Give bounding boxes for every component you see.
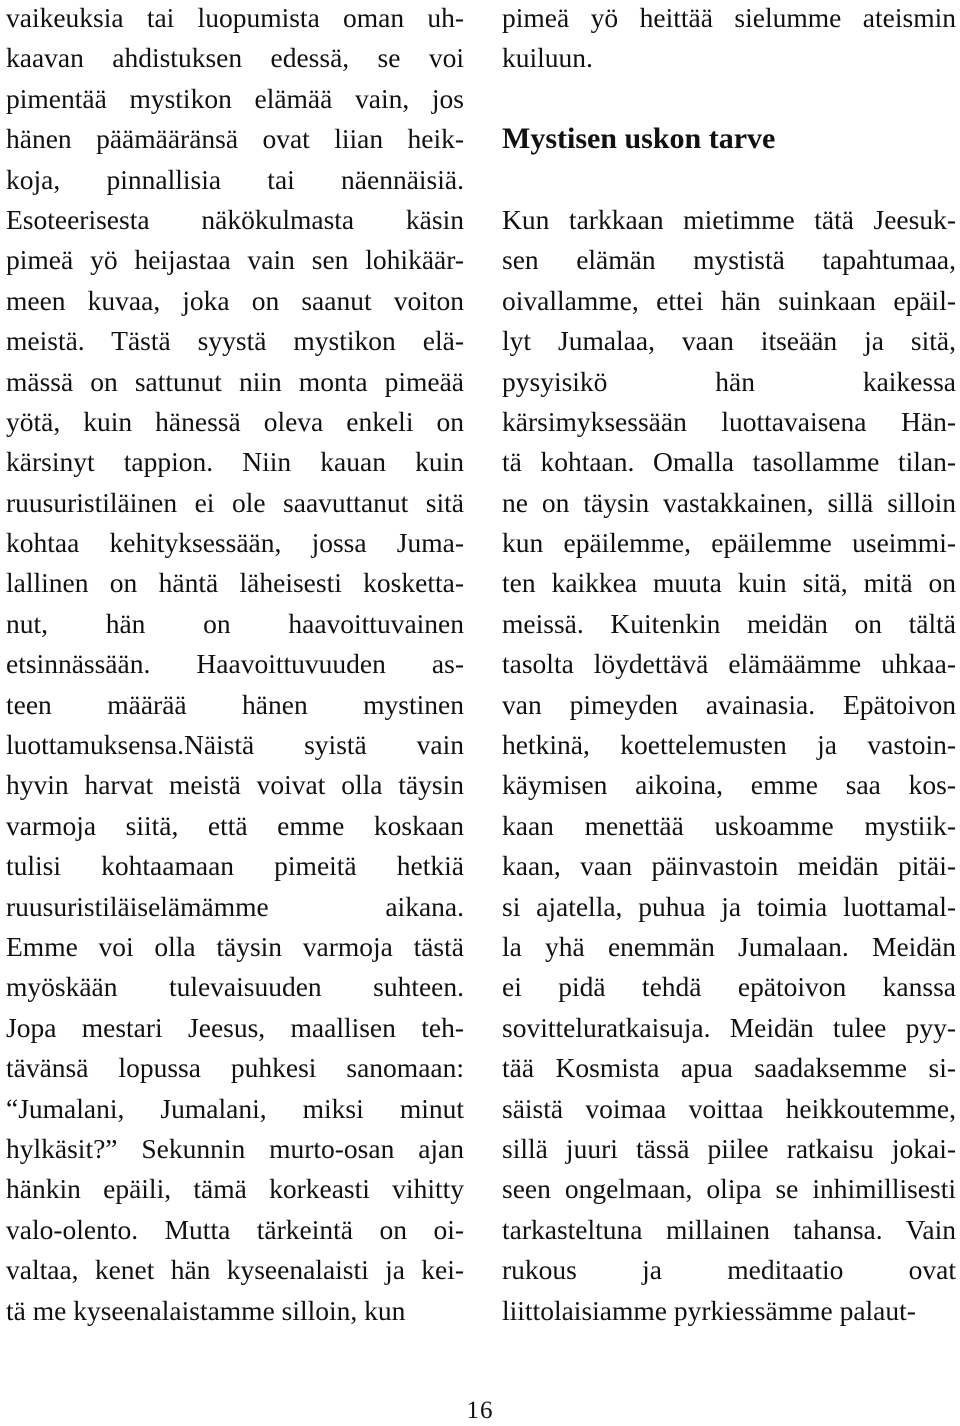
text-line: ne on täysin vastakkainen, sillä silloin bbox=[502, 486, 956, 518]
text-line: säistä voimaa voittaa heikkoutemme, bbox=[502, 1092, 956, 1124]
text-line: si ajatella, puhua ja toimia luottamal- bbox=[502, 890, 956, 922]
text-line: kärsimyksessään luottavaisena Hän- bbox=[502, 405, 956, 437]
text-line: ruusuristiläinen ei ole saavuttanut sitä bbox=[6, 486, 464, 518]
text-line: koja, pinnallisia tai näennäisiä. bbox=[6, 163, 464, 195]
text-line: vaikeuksia tai luopumista oman uh- bbox=[6, 2, 464, 33]
text-line: liittolaisiamme pyrkiessämme palaut- bbox=[502, 1294, 916, 1326]
text-line: “Jumalani, Jumalani, miksi minut bbox=[6, 1092, 464, 1124]
text-line: van pimeyden avainasia. Epätoivon bbox=[502, 688, 956, 720]
text-line: rukous ja meditaatio ovat bbox=[502, 1254, 956, 1286]
text-line: ten kaikkea muuta kuin sitä, mitä on bbox=[502, 567, 956, 599]
text-line: tarkasteltuna millainen tahansa. Vain bbox=[502, 1213, 956, 1245]
text-line: tulisi kohtaamaan pimeitä hetkiä bbox=[6, 850, 464, 882]
text-line: myöskään tulevaisuuden suhteen. bbox=[6, 971, 464, 1003]
text-line: valo-olento. Mutta tärkeintä on oi- bbox=[6, 1213, 464, 1245]
text-line: hetkinä, koettelemusten ja vastoin- bbox=[502, 729, 956, 761]
text-line: tävänsä lopussa puhkesi sanomaan: bbox=[6, 1052, 464, 1084]
text-line: kaan, vaan päinvastoin meidän pitäi- bbox=[502, 850, 956, 882]
text-line: seen ongelmaan, olipa se inhimillisesti bbox=[502, 1173, 956, 1205]
text-line: luottamuksensa.Näistä syistä vain bbox=[6, 729, 464, 761]
text-line: ruusuristiläiselämämme aikana. bbox=[6, 890, 464, 922]
text-line: Kun tarkkaan mietimme tätä Jeesuk- bbox=[502, 203, 956, 235]
text-line: mässä on sattunut niin monta pimeää bbox=[6, 365, 464, 397]
text-line: hylkäsit?” Sekunnin murto-osan ajan bbox=[6, 1132, 464, 1164]
text-line: Emme voi olla täysin varmoja tästä bbox=[6, 930, 464, 962]
text-line: sen elämän mystistä tapahtumaa, bbox=[502, 244, 956, 276]
text-line: Esoteerisesta näkökulmasta käsin bbox=[6, 203, 464, 235]
text-line: yötä, kuin hänessä oleva enkeli on bbox=[6, 405, 464, 437]
text-line: lallinen on häntä läheisesti kosketta- bbox=[6, 567, 464, 599]
text-line: pysyisikö hän kaikessa bbox=[502, 365, 956, 397]
page-number: 16 bbox=[466, 1397, 494, 1424]
text-line: käymisen aikoina, emme saa kos- bbox=[502, 769, 956, 801]
text-line: kärsinyt tappion. Niin kauan kuin bbox=[6, 446, 464, 478]
text-line: hyvin harvat meistä voivat olla täysin bbox=[6, 769, 464, 801]
paragraph-spacer bbox=[502, 160, 956, 200]
paragraph-spacer bbox=[502, 79, 956, 119]
text-line: tä me kyseenalaistamme silloin, kun bbox=[6, 1294, 406, 1326]
text-line: nut, hän on haavoittuvainen bbox=[6, 607, 464, 639]
text-line: meissä. Kuitenkin meidän on tältä bbox=[502, 607, 956, 639]
text-line: valtaa, kenet hän kyseenalaisti ja kei- bbox=[6, 1254, 464, 1286]
text-line: tä kohtaan. Omalla tasollamme tilan- bbox=[502, 446, 956, 478]
text-line: kaavan ahdistuksen edessä, se voi bbox=[6, 42, 464, 74]
text-line: hänen päämääränsä ovat liian heik- bbox=[6, 123, 464, 155]
text-line: la yhä enemmän Jumalaan. Meidän bbox=[502, 930, 956, 962]
text-line: tää Kosmista apua saadaksemme si- bbox=[502, 1052, 956, 1084]
text-line: lyt Jumalaa, vaan itseään ja sitä, bbox=[502, 325, 956, 357]
text-line: hänkin epäili, tämä korkeasti vihitty bbox=[6, 1173, 464, 1205]
text-line: kohtaa kehityksessään, jossa Juma- bbox=[6, 527, 464, 559]
text-line: tasolta löydettävä elämäämme uhkaa- bbox=[502, 648, 956, 680]
text-line: sovitteluratkaisuja. Meidän tulee pyy- bbox=[502, 1011, 956, 1043]
text-line: kun epäilemme, epäilemme useimmi- bbox=[502, 527, 956, 559]
left-text-column bbox=[6, 0, 464, 1331]
section-heading: Mystisen uskon tarve bbox=[502, 122, 776, 156]
text-line: meistä. Tästä syystä mystikon elä- bbox=[6, 325, 464, 357]
text-line: ei pidä tehdä epätoivon kanssa bbox=[502, 971, 956, 1003]
text-line: kuiluun. bbox=[502, 42, 593, 74]
right-intro-text bbox=[502, 0, 956, 79]
text-line: pimeä yö heijastaa vain sen lohikäär- bbox=[6, 244, 464, 276]
text-line: Jopa mestari Jeesus, maallisen teh- bbox=[6, 1011, 464, 1043]
text-line: teen määrää hänen mystinen bbox=[6, 688, 464, 720]
text-line: pimentää mystikon elämää vain, jos bbox=[6, 82, 464, 114]
text-line: varmoja siitä, että emme koskaan bbox=[6, 809, 464, 841]
text-line: pimeä yö heittää sielumme ateismin bbox=[502, 2, 956, 33]
text-line: meen kuvaa, joka on saanut voiton bbox=[6, 284, 464, 316]
text-line: etsinnässään. Haavoittuvuuden as- bbox=[6, 648, 464, 680]
text-line: kaan menettää uskoamme mystiik- bbox=[502, 809, 956, 841]
text-line: sillä juuri tässä piilee ratkaisu jokai- bbox=[502, 1132, 956, 1164]
text-line: oivallamme, ettei hän suinkaan epäil- bbox=[502, 284, 956, 316]
right-body-text bbox=[502, 200, 956, 1331]
right-text-column bbox=[502, 0, 956, 1331]
